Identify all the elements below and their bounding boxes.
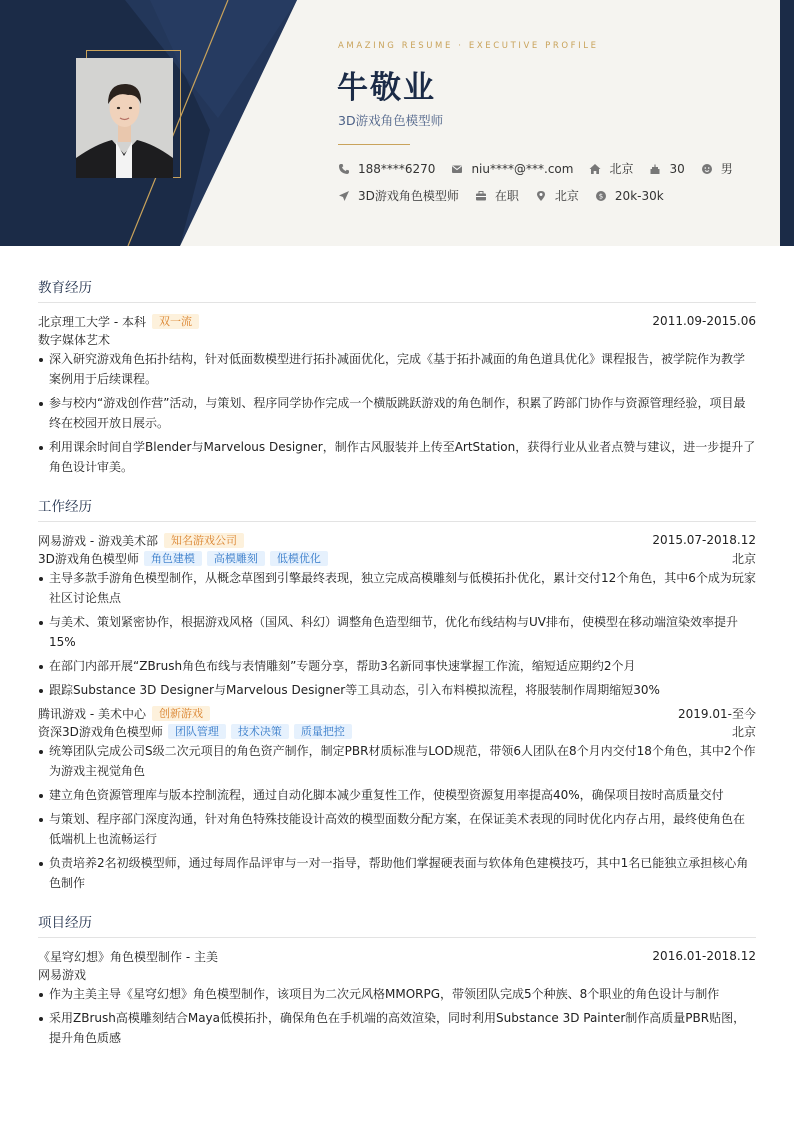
age-text: 30 <box>669 161 685 176</box>
phone-icon <box>338 163 350 175</box>
education-date: 2011.09-2015.06 <box>652 314 756 328</box>
project-company-row <box>38 965 756 983</box>
list-item: 与美术、策划紧密协作，根据游戏风格（国风、科幻）调整角色造型细节，优化布线结构与UV排布，使模型在移动端渲染效率提升15% <box>38 612 756 652</box>
major-row <box>38 330 756 348</box>
work-entry <box>38 704 756 893</box>
info-salary <box>595 189 664 203</box>
major-name: 数字媒体艺术 <box>38 332 111 347</box>
school-tag: 双一流 <box>152 314 199 329</box>
section-title-projects: 项目经历 <box>38 911 756 938</box>
list-item: 主导多款手游角色模型制作，从概念草图到引擎最终表现，独立完成高模雕刻与低模拓扑优化，累计交付12个角色，其中6个成为玩家社区讨论焦点 <box>38 568 756 608</box>
education-entry <box>38 312 756 477</box>
work-header-row <box>38 531 756 549</box>
role-name: 资深3D游戏角色模型师 <box>38 724 163 739</box>
info-home <box>589 160 633 177</box>
info-gender <box>701 160 733 177</box>
list-item: 负责培养2名初级模型师，通过每周作品评审与一对一指导，帮助他们掌握硬表面与软体角色建模技巧，其中1名已能独立承担核心角色制作 <box>38 853 756 893</box>
list-item: 利用课余时间自学Blender与Marvelous Designer，制作古风服装并上传至ArtStation，获得行业从业者点赞与建议，进一步提升了角色设计审美。 <box>38 437 756 477</box>
info-age <box>649 162 684 176</box>
resume-header <box>0 0 794 246</box>
company-name: 网易游戏 - 游戏美术部 <box>38 533 158 548</box>
skill-tag: 质量把控 <box>294 724 352 739</box>
role-row <box>38 549 756 567</box>
list-item: 深入研究游戏角色拓扑结构，针对低面数模型进行拓扑减面优化，完成《基于拓扑减面的角色道具优化》课程报告，被学院作为教学案例用于后续课程。 <box>38 349 756 389</box>
email-text: niu****@***.com <box>471 161 574 176</box>
status-text: 在职 <box>494 189 519 203</box>
skill-tag: 角色建模 <box>144 551 202 566</box>
list-item: 在部门内部开展“ZBrush角色布线与表情雕刻”专题分享，帮助3名新同事快速掌握工作流，缩短适应期约2个月 <box>38 656 756 676</box>
work-entry <box>38 531 756 700</box>
list-item: 建立角色资源管理库与版本控制流程，通过自动化脚本减少重复性工作，使模型资源复用率提高40%，确保项目按时高质量交付 <box>38 785 756 805</box>
work-city: 北京 <box>731 551 756 566</box>
job-intent-row <box>338 187 680 204</box>
profile-photo <box>76 58 173 178</box>
section-title-education: 教育经历 <box>38 276 756 303</box>
info-position <box>338 187 459 204</box>
list-item: 与策划、程序部门深度沟通，针对角色特殊技能设计高效的模型面数分配方案，在保证美术表现的同时优化内存占用，最终使角色在低端机上也流畅运行 <box>38 809 756 849</box>
work-date: 2019.01-至今 <box>678 706 756 721</box>
work-bullets <box>38 568 756 700</box>
education-section <box>38 276 756 477</box>
project-date: 2016.01-2018.12 <box>652 949 756 963</box>
project-header-row <box>38 947 756 965</box>
work-section <box>38 495 756 893</box>
project-entry <box>38 947 756 1048</box>
school-name: 北京理工大学 - 本科 <box>38 314 146 329</box>
resume-content <box>38 276 756 1066</box>
candidate-title: 3D游戏角色模型师 <box>338 113 444 128</box>
header-right-strip <box>780 0 794 246</box>
project-company: 网易游戏 <box>38 967 87 982</box>
home-text: 北京 <box>609 162 634 176</box>
salary-icon <box>595 190 607 202</box>
work-header-row <box>38 704 756 722</box>
list-item: 跟踪Substance 3D Designer与Marvelous Designer等工具动态，引入布料模拟流程，将服装制作周期缩短30% <box>38 680 756 700</box>
company-tag: 知名游戏公司 <box>164 533 244 548</box>
education-bullets <box>38 349 756 477</box>
home-icon <box>589 163 601 175</box>
skill-tag: 高模雕刻 <box>207 551 265 566</box>
header-tagline: AMAZING RESUME · EXECUTIVE PROFILE <box>338 41 599 51</box>
send-icon <box>338 190 350 202</box>
gender-icon <box>701 163 713 175</box>
company-name: 腾讯游戏 - 美术中心 <box>38 706 146 721</box>
skill-tag: 技术决策 <box>231 724 289 739</box>
work-city: 北京 <box>731 724 756 739</box>
project-bullets <box>38 984 756 1048</box>
skill-tag: 团队管理 <box>168 724 226 739</box>
briefcase-icon <box>475 190 487 202</box>
svg-text:$: $ <box>598 192 604 201</box>
list-item: 采用ZBrush高模雕刻结合Maya低模拓扑，确保角色在手机端的高效渲染，同时利用Substance 3D Painter制作高质量PBR贴图，提升角色质感 <box>38 1008 756 1048</box>
role-row <box>38 722 756 740</box>
info-email <box>451 162 573 176</box>
mail-icon <box>451 163 463 175</box>
candidate-name: 牛敬业 <box>337 70 436 106</box>
list-item: 参与校内“游戏创作营”活动，与策划、程序同学协作完成一个横版跳跃游戏的角色制作，积累了跨部门协作与资源管理经验，项目最终在校园开放日展示。 <box>38 393 756 433</box>
city-text: 北京 <box>554 189 579 203</box>
salary-text: 20k-30k <box>614 188 664 203</box>
position-text: 3D游戏角色模型师 <box>358 189 459 203</box>
section-title-work: 工作经历 <box>38 495 756 522</box>
contact-row <box>338 160 749 177</box>
location-pin-icon <box>535 190 547 202</box>
list-item: 统筹团队完成公司S级二次元项目的角色资产制作，制定PBR材质标准与LOD规范，带领6人团队在8个月内交付18个角色，其中2个作为游戏主视觉角色 <box>38 741 756 781</box>
skill-tag: 低模优化 <box>270 551 328 566</box>
education-header-row <box>38 312 756 330</box>
cake-icon <box>649 163 661 175</box>
company-tag: 创新游戏 <box>152 706 210 721</box>
info-phone <box>338 162 435 176</box>
project-section <box>38 911 756 1048</box>
gold-divider <box>338 144 410 145</box>
work-date: 2015.07-2018.12 <box>652 533 756 547</box>
gender-text: 男 <box>720 162 733 176</box>
project-name: 《星穹幻想》角色模型制作 - 主美 <box>38 949 218 964</box>
info-city <box>535 187 579 204</box>
phone-text: 188****6270 <box>358 161 436 176</box>
list-item: 作为主美主导《星穹幻想》角色模型制作，该项目为二次元风格MMORPG，带领团队完成5个种族、8个职业的角色设计与制作 <box>38 984 756 1004</box>
info-status <box>475 187 519 204</box>
work-bullets <box>38 741 756 893</box>
role-name: 3D游戏角色模型师 <box>38 551 139 566</box>
